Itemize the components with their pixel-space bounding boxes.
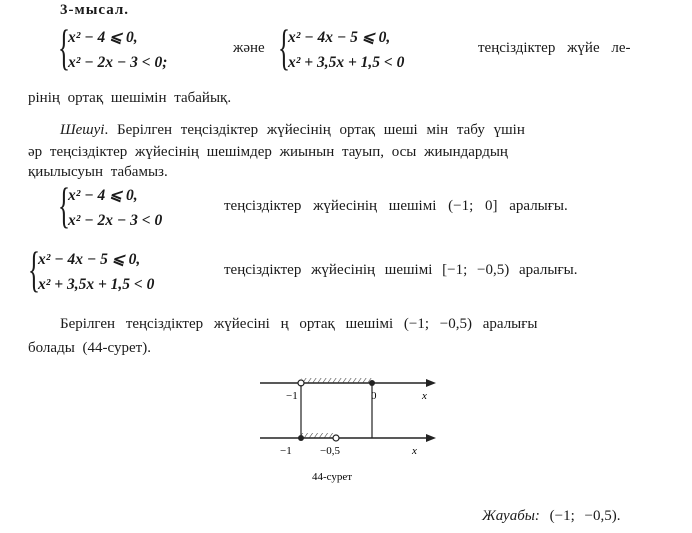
- system-4-brace: {: [28, 241, 40, 297]
- solution-text-1: . Берілген теңсіздіктер жүйесінің ортақ шеші мін табу үшін: [104, 122, 525, 138]
- answer-value: (−1; −0,5).: [549, 508, 621, 524]
- number-line-figure: [250, 372, 450, 492]
- solution-label: Шешуі: [60, 122, 105, 138]
- solution-line-3: қиылысуын табамыз.: [28, 164, 168, 180]
- problem-tail-1: теңсіздіктер жүйе ле-: [478, 40, 631, 56]
- result-1: теңсіздіктер жүйесінің шешімі (−1; 0] аралығы.: [224, 198, 568, 214]
- axis-1-label-right: 0: [371, 390, 377, 402]
- and-word: және: [233, 40, 265, 56]
- system-3: [58, 177, 228, 236]
- system-3-line-2: x² − 2x − 3 < 0: [68, 212, 163, 229]
- problem-tail-2: рінің ортақ шешімін табайық.: [28, 90, 232, 106]
- axis-2-open-point: [333, 435, 339, 441]
- system-2: [278, 19, 478, 78]
- system-1: [58, 19, 228, 78]
- axis-2-closed-point: [298, 435, 304, 441]
- axis-2-arrow: [426, 434, 436, 442]
- example-title: 3-мысал.: [60, 2, 130, 18]
- system-2-brace: {: [278, 19, 290, 75]
- system-2-line-1: x² − 4x − 5 ⩽ 0,: [288, 29, 391, 46]
- system-4: [28, 241, 228, 300]
- answer-label: Жауабы:: [482, 508, 540, 524]
- system-1-line-1: x² − 4 ⩽ 0,: [68, 29, 138, 46]
- system-3-brace: {: [58, 177, 70, 233]
- axis-1-label-x: x: [422, 390, 427, 402]
- system-2-line-2: x² + 3,5x + 1,5 < 0: [288, 54, 405, 71]
- axis-1-hatch: [301, 378, 372, 383]
- axis-2-label-right: −0,5: [320, 445, 340, 457]
- axis-2-label-left: −1: [280, 445, 292, 457]
- common-line-1: Берілген теңсіздіктер жүйесіні ң ортақ шешімі (−1; −0,5) аралығы: [60, 316, 538, 332]
- system-4-line-1: x² − 4x − 5 ⩽ 0,: [38, 251, 141, 268]
- axis-1-arrow: [426, 379, 436, 387]
- solution-line-1: [60, 122, 525, 139]
- axis-2-hatch: [301, 433, 336, 438]
- axis-2-label-x: x: [412, 445, 417, 457]
- answer-line: [482, 508, 620, 525]
- axis-1-label-left: −1: [286, 390, 298, 402]
- common-line-2: болады (44-сурет).: [28, 340, 151, 356]
- system-1-brace: {: [58, 19, 70, 75]
- system-3-line-1: x² − 4 ⩽ 0,: [68, 187, 138, 204]
- result-2: теңсіздіктер жүйесінің шешімі [−1; −0,5) аралығы.: [224, 262, 578, 278]
- system-4-line-2: x² + 3,5x + 1,5 < 0: [38, 276, 155, 293]
- solution-line-2: әр теңсіздіктер жүйесінің шешімдер жиынын тауып, осы жиындардың: [28, 144, 508, 160]
- system-1-line-2: x² − 2x − 3 < 0;: [68, 54, 168, 71]
- figure-caption: 44-сурет: [312, 471, 353, 483]
